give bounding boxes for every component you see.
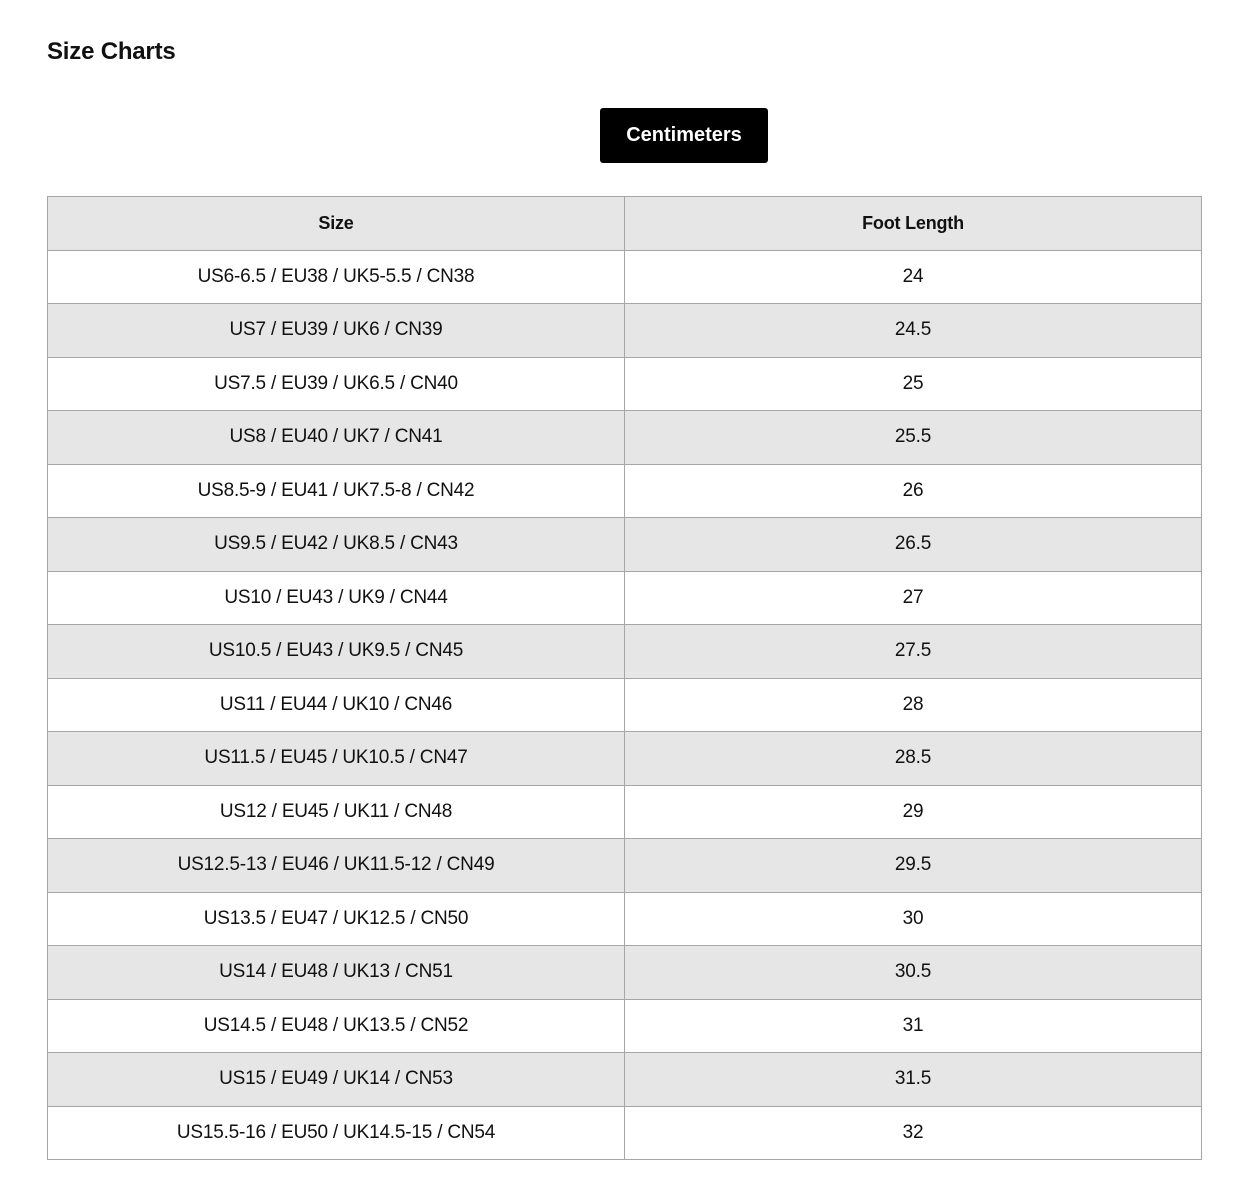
- foot-length-cell: 32: [625, 1106, 1202, 1160]
- foot-length-cell: 26: [625, 464, 1202, 518]
- table-row: [48, 732, 1202, 786]
- table-row: [48, 571, 1202, 625]
- size-cell: US7.5 / EU39 / UK6.5 / CN40: [48, 357, 625, 411]
- size-cell: US7 / EU39 / UK6 / CN39: [48, 304, 625, 358]
- table-row: [48, 1053, 1202, 1107]
- table-row: [48, 785, 1202, 839]
- table-row: [48, 946, 1202, 1000]
- centimeters-button[interactable]: Centimeters: [600, 108, 768, 163]
- table-row: [48, 411, 1202, 465]
- column-header-size: Size: [48, 197, 625, 251]
- size-cell: US6-6.5 / EU38 / UK5-5.5 / CN38: [48, 250, 625, 304]
- size-cell: US11.5 / EU45 / UK10.5 / CN47: [48, 732, 625, 786]
- foot-length-cell: 30: [625, 892, 1202, 946]
- table-header-row: [48, 197, 1202, 251]
- size-cell: US15.5-16 / EU50 / UK14.5-15 / CN54: [48, 1106, 625, 1160]
- foot-length-cell: 31: [625, 999, 1202, 1053]
- size-cell: US11 / EU44 / UK10 / CN46: [48, 678, 625, 732]
- foot-length-cell: 24.5: [625, 304, 1202, 358]
- table-row: [48, 1106, 1202, 1160]
- size-cell: US14 / EU48 / UK13 / CN51: [48, 946, 625, 1000]
- table-row: [48, 678, 1202, 732]
- size-cell: US10.5 / EU43 / UK9.5 / CN45: [48, 625, 625, 679]
- page-title: Size Charts: [47, 38, 176, 65]
- table-row: [48, 304, 1202, 358]
- table-row: [48, 999, 1202, 1053]
- size-cell: US8.5-9 / EU41 / UK7.5-8 / CN42: [48, 464, 625, 518]
- size-cell: US12 / EU45 / UK11 / CN48: [48, 785, 625, 839]
- size-cell: US8 / EU40 / UK7 / CN41: [48, 411, 625, 465]
- foot-length-cell: 26.5: [625, 518, 1202, 572]
- table-row: [48, 464, 1202, 518]
- foot-length-cell: 29.5: [625, 839, 1202, 893]
- foot-length-cell: 25: [625, 357, 1202, 411]
- foot-length-cell: 29: [625, 785, 1202, 839]
- foot-length-cell: 24: [625, 250, 1202, 304]
- table-row: [48, 839, 1202, 893]
- size-cell: US9.5 / EU42 / UK8.5 / CN43: [48, 518, 625, 572]
- column-header-foot-length: Foot Length: [625, 197, 1202, 251]
- foot-length-cell: 28: [625, 678, 1202, 732]
- size-table: [47, 196, 1202, 1160]
- table-row: [48, 518, 1202, 572]
- table-row: [48, 250, 1202, 304]
- size-cell: US14.5 / EU48 / UK13.5 / CN52: [48, 999, 625, 1053]
- foot-length-cell: 31.5: [625, 1053, 1202, 1107]
- foot-length-cell: 25.5: [625, 411, 1202, 465]
- size-cell: US10 / EU43 / UK9 / CN44: [48, 571, 625, 625]
- size-cell: US12.5-13 / EU46 / UK11.5-12 / CN49: [48, 839, 625, 893]
- foot-length-cell: 30.5: [625, 946, 1202, 1000]
- foot-length-cell: 27: [625, 571, 1202, 625]
- table-row: [48, 357, 1202, 411]
- foot-length-cell: 27.5: [625, 625, 1202, 679]
- size-cell: US13.5 / EU47 / UK12.5 / CN50: [48, 892, 625, 946]
- table-row: [48, 892, 1202, 946]
- size-cell: US15 / EU49 / UK14 / CN53: [48, 1053, 625, 1107]
- foot-length-cell: 28.5: [625, 732, 1202, 786]
- table-row: [48, 625, 1202, 679]
